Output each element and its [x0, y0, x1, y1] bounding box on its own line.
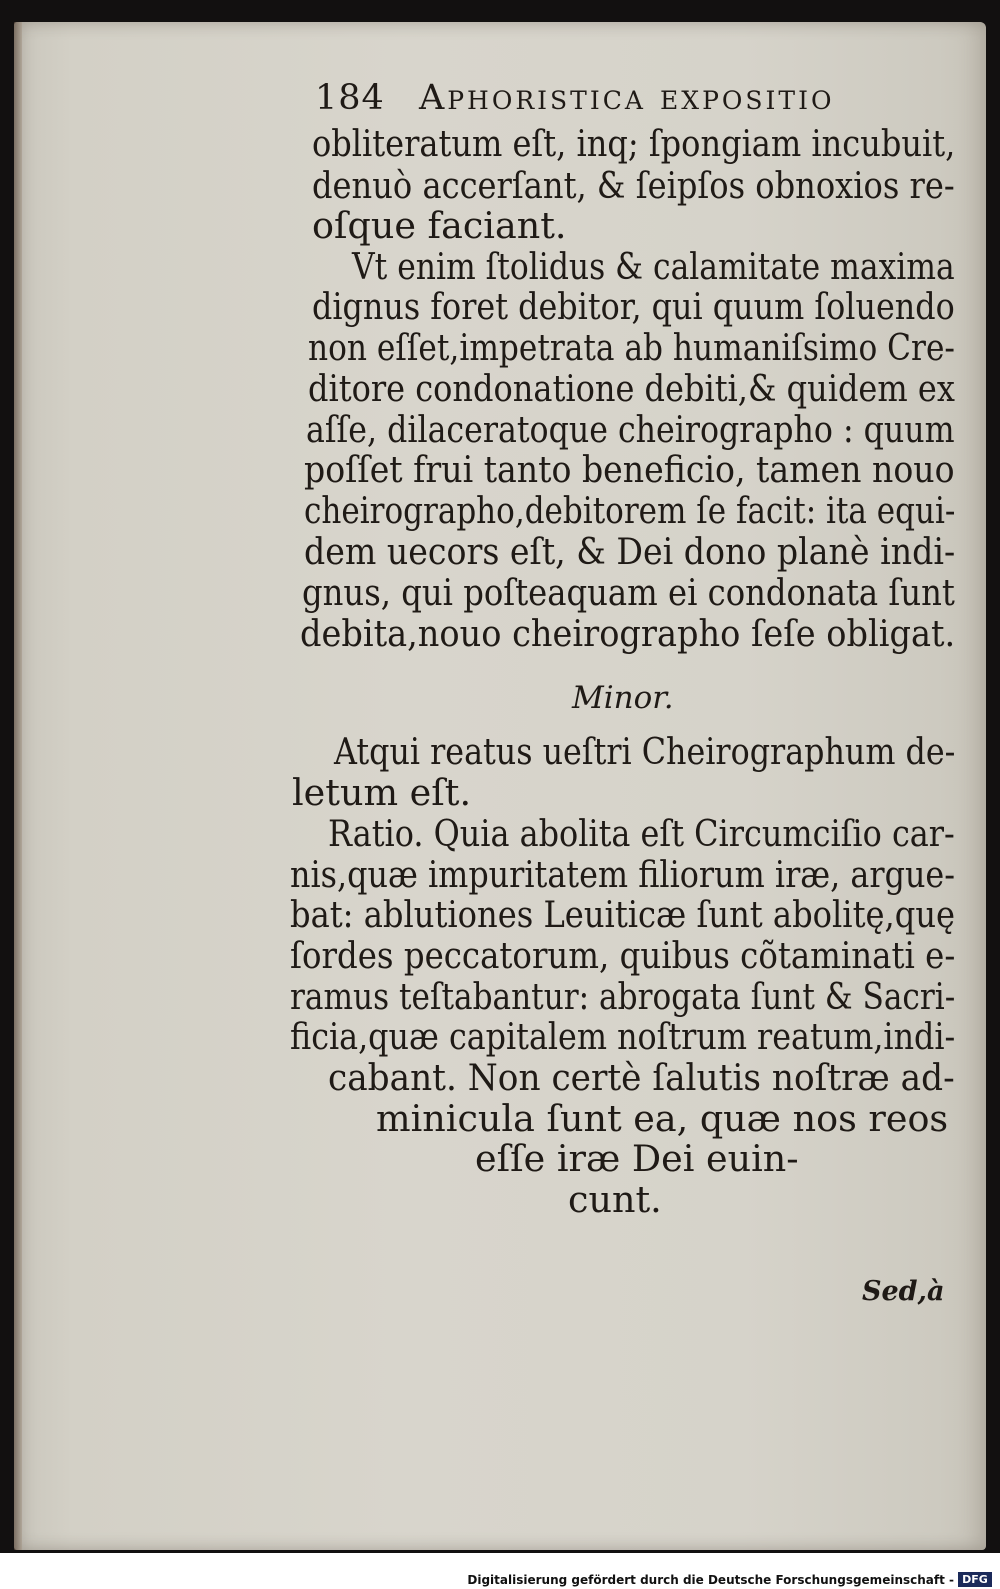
text-line: oſque faciant.: [312, 204, 567, 247]
dfg-logo: DFG: [958, 1572, 992, 1587]
text-line: dignus foret debitor, qui quum ſoluendo: [312, 285, 955, 328]
text-line: denuò accerſant, & ſeipſos obnoxios re-: [312, 164, 955, 207]
text-line: Atqui reatus ueſtri Cheirographum de-: [334, 730, 956, 773]
text-line: Ratio. Quia abolita eſt Circumciſio car-: [328, 812, 955, 855]
page-gutter-shadow: [14, 22, 22, 1550]
text-line: bat: ablutiones Leuiticæ ſunt abolitę,quę: [290, 893, 956, 936]
running-head: [315, 78, 915, 118]
running-head-title: Aphoristica expositio: [418, 78, 835, 118]
text-line: ſordes peccatorum, quibus cõtaminati e-: [290, 934, 956, 977]
text-line: dem uecors eſt, & Dei dono planè indi-: [304, 530, 956, 573]
text-line: obliteratum eſt, inq; ſpongiam incubuit,: [312, 122, 956, 165]
text-line: minicula ſunt ea, quæ nos reos: [376, 1097, 949, 1140]
text-line: non eſſet,impetrata ab humaniſsimo Cre-: [308, 326, 955, 369]
footer-credit: Digitalisierung gefördert durch die Deutsche Forschungsgemeinschaft -: [467, 1573, 954, 1587]
text-line: ditore condonatione debiti,& quidem ex: [308, 367, 955, 410]
text-line: Vt enim ſtolidus & calamitate maxima: [352, 245, 955, 288]
text-line: aſſe, dilaceratoque cheirographo : quum: [306, 408, 955, 451]
text-line: debita,nouo cheirographo ſeſe obligat.: [300, 612, 956, 655]
text-line: gnus, qui poſteaquam ei condonata ſunt: [302, 571, 955, 614]
text-line: ramus teſtabantur: abrogata ſunt & Sacri-: [290, 975, 956, 1018]
text-line: letum eſt.: [292, 771, 472, 814]
text-line: nis,quæ impuritatem filiorum iræ, argue-: [290, 853, 956, 896]
page-number: 184: [315, 78, 385, 118]
text-line: cabant. Non certè ſalutis noſtræ ad-: [328, 1056, 955, 1099]
text-line: cheirographo,debitorem ſe facit: ita equi-: [304, 489, 956, 532]
section-heading: Minor.: [572, 680, 674, 716]
text-line: eſſe iræ Dei euin-: [475, 1137, 799, 1180]
catchword: Sed,à: [862, 1276, 945, 1307]
text-line: ficia,quæ capitalem noſtrum reatum,indi-: [290, 1015, 956, 1058]
text-line: poſſet frui tanto beneficio, tamen nouo: [304, 448, 955, 491]
text-line: cunt.: [568, 1178, 662, 1221]
